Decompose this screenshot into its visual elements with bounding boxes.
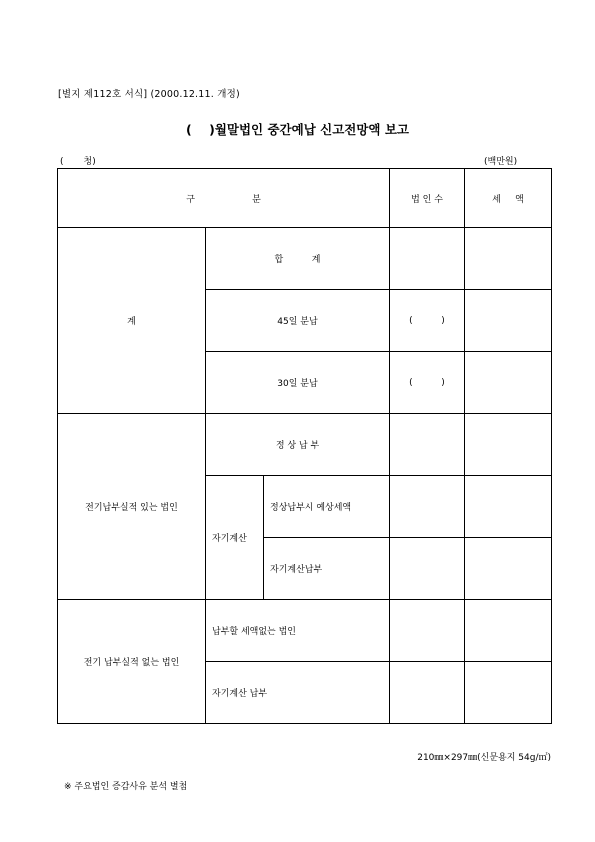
tax-amount-cell[interactable] [465, 352, 552, 414]
row-label-no-tax-due: 납부할 세액없는 법인 [206, 600, 390, 662]
corp-count-cell[interactable] [390, 414, 465, 476]
tax-amount-cell[interactable] [465, 600, 552, 662]
row-label-30day: 30일 분납 [206, 352, 390, 414]
corp-count-cell[interactable] [390, 662, 465, 724]
tax-amount-cell[interactable] [465, 476, 552, 538]
attachment-note: ※ 주요법인 증감사유 분석 별첨 [64, 782, 188, 792]
unit-label: (백만원) [484, 157, 518, 167]
table-row [58, 228, 552, 290]
row-label-self-calc-pay: 자기계산납부 [264, 538, 390, 600]
corp-count-cell[interactable] [390, 228, 465, 290]
header-tax-amount: 세 액 [465, 169, 552, 228]
header-category: 구 분 [58, 169, 390, 228]
corp-count-cell[interactable]: ( ) [390, 290, 465, 352]
row-label-45day: 45일 분납 [206, 290, 390, 352]
table-row [58, 600, 552, 662]
tax-amount-cell[interactable] [465, 662, 552, 724]
corp-count-cell[interactable] [390, 600, 465, 662]
row-label-sum: 합 계 [206, 228, 390, 290]
paper-spec: 210㎜×297㎜(신문용지 54g/㎡) [417, 753, 551, 763]
row-label-expected-tax: 정상납부시 예상세액 [264, 476, 390, 538]
form-reference: [별지 제112호 서식] (2000.12.11. 개정) [58, 89, 240, 100]
tax-amount-cell[interactable] [465, 538, 552, 600]
tax-amount-cell[interactable] [465, 414, 552, 476]
office-label: ( 청) [60, 157, 96, 167]
group-label-no-prior: 전기 납부실적 없는 법인 [58, 600, 206, 724]
report-table [57, 168, 552, 724]
row-label-normal-pay: 정 상 납 부 [206, 414, 390, 476]
corp-count-cell[interactable]: ( ) [390, 352, 465, 414]
table-row [58, 414, 552, 476]
subgroup-label-self-calc: 자기계산 [206, 476, 264, 600]
corp-count-cell[interactable] [390, 538, 465, 600]
corp-count-cell[interactable] [390, 476, 465, 538]
form-title: ( )월말법인 중간예납 신고전망액 보고 [185, 122, 409, 137]
tax-amount-cell[interactable] [465, 290, 552, 352]
group-label-total: 계 [58, 228, 206, 414]
tax-amount-cell[interactable] [465, 228, 552, 290]
group-label-prior-paid: 전기납부실적 있는 법인 [58, 414, 206, 600]
row-label-self-calc-pay-2: 자기계산 납부 [206, 662, 390, 724]
header-corp-count: 법 인 수 [390, 169, 465, 228]
table-header-row [58, 169, 552, 228]
